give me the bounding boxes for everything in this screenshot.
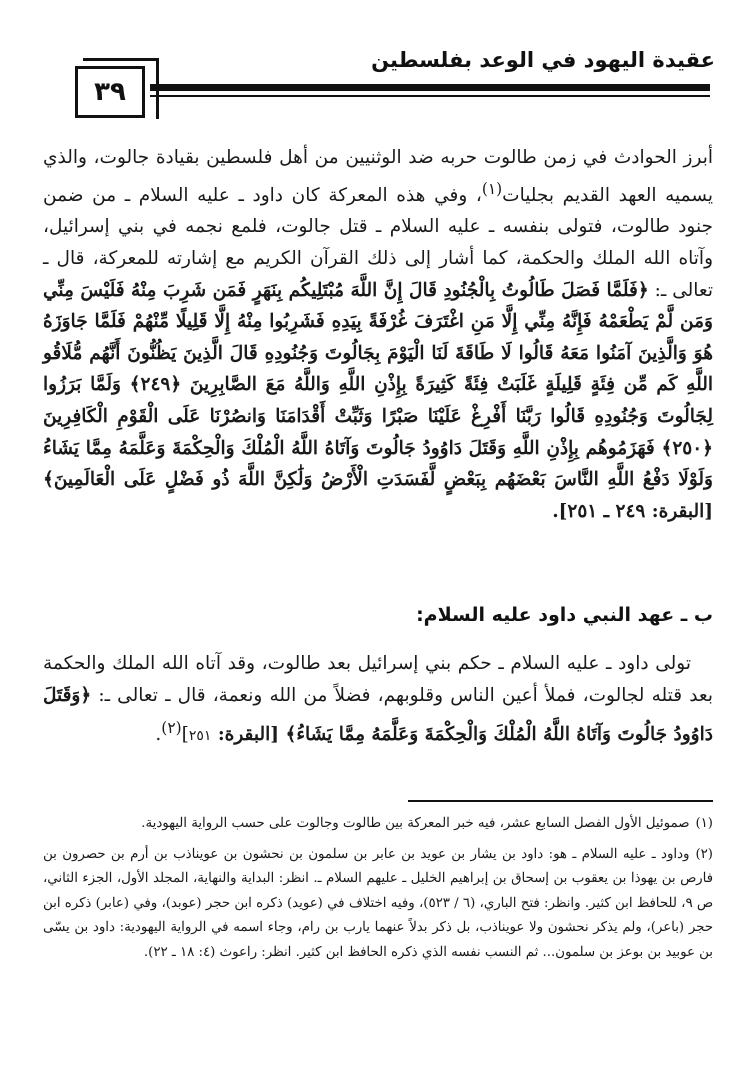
paragraph-1 (43, 142, 713, 527)
page-number: ٣٩ (94, 77, 126, 107)
verse-reference-2-suffix: ] (181, 724, 189, 746)
second-paragraph (43, 648, 713, 752)
section-heading: ب ـ عهد النبي داود عليه السلام: (416, 604, 713, 626)
page-number-box (75, 66, 145, 118)
footnote-separator (408, 800, 713, 802)
paragraph-2 (43, 648, 713, 752)
header-rule-thin (150, 95, 710, 97)
header-rule-thick (150, 84, 710, 91)
verse-reference-2-prefix: [البقرة: (211, 724, 286, 746)
page-header (0, 0, 755, 125)
verse-reference-2-number: ٢٥١ (188, 728, 212, 745)
footnote-2-text: وداود ـ عليه السلام ـ هو: داود بن يشار بن عويد بن عابر بن سلمون بن نحشون بن عويناذب بن أرم بن حصرون بن فارص بن يهوذا بن يعقوب بن إسحاق بن إبراهيم الخليل ـ عليهم السلام ـ. انظر: البداية والنهاية، المجلد الأول، الجزء الثاني، ص ٩، للحافظ ابن كثير. وانظر: فتح الباري، (٦ / ٥٢٣)، وفيه اختلاف في (عويد) ذكره ابن حجر (عوبد)، وفي (عابر) ذكره ابن حجر (باعر)، ولم يذكر نحشون ولا عويناذب، بل ذكر بدلاً عنهما يارب بن رام، وجاء اسمه في الرواية اليهودية: داود بن يسّى بن عوبيد بن بوعز بن سلمون... ثم النسب نفسه الذي ذكره الحافظ ابن كثير. انظر: راعوث (٤: ١٨ ـ ٢٢). (43, 846, 713, 960)
paragraph-2-text: تولى داود ـ عليه السلام ـ حكم بني إسرائيل بعد طالوت، وقد آتاه الله الملك والحكمة بعد قتله لجالوت، فملأ أعين الناس وقلوبهم، فضلاً من الله ونعمة، قال ـ تعالى ـ: (43, 653, 713, 706)
footnote-2 (43, 843, 713, 966)
quran-verse-2: ﴿وَقَتَلَ دَاوُودُ جَالُوتَ وَآتَاهُ اللَّهُ الْمُلْكَ وَالْحِكْمَةَ وَعَلَّمَهُ مِمَّا يَشَاءُ﴾ (43, 685, 713, 746)
running-title: عقيدة اليهود في الوعد بفلسطين (371, 48, 715, 72)
footnote-1-text: صموئيل الأول الفصل السابع عشر، فيه خبر المعركة بين طالوت وجالوت على حسب الرواية اليهودية. (141, 816, 690, 831)
footnote-ref-2: (٢) (161, 719, 182, 737)
main-paragraph (43, 142, 713, 527)
footnote-2-number: (٢) (695, 846, 713, 862)
quran-verse-1: ﴿فَلَمَّا فَصَلَ طَالُوتُ بِالْجُنُودِ قَالَ إِنَّ اللَّهَ مُبْتَلِيكُم بِنَهَرٍ فَمَن شَرِبَ مِنْهُ فَلَيْسَ مِنِّي وَمَن لَّمْ يَطْعَمْهُ فَإِنَّهُ مِنِّي إِلَّا مَنِ اغْتَرَفَ غُرْفَةً بِيَدِهِ فَشَرِبُوا مِنْهُ إِلَّا قَلِيلًا مِّنْهُمْ فَلَمَّا جَاوَزَهُ هُوَ وَالَّذِينَ آمَنُوا مَعَهُ قَالُوا لَا طَاقَةَ لَنَا الْيَوْمَ بِجَالُوتَ وَجُنُودِهِ قَالَ الَّذِينَ يَظُنُّونَ أَنَّهُم مُّلَاقُو اللَّهِ كَم مِّن فِئَةٍ قَلِيلَةٍ غَلَبَتْ فِئَةً كَثِيرَةً بِإِذْنِ اللَّهِ وَاللَّهُ مَعَ الصَّابِرِينَ ﴿٢٤٩﴾ وَلَمَّا بَرَزُوا لِجَالُوتَ وَجُنُودِهِ قَالُوا رَبَّنَا أَفْرِغْ عَلَيْنَا صَبْرًا وَثَبِّتْ أَقْدَامَنَا وَانصُرْنَا عَلَى الْقَوْمِ الْكَافِرِينَ ﴿٢٥٠﴾ فَهَزَمُوهُم بِإِذْنِ اللَّهِ وَقَتَلَ دَاوُودُ جَالُوتَ وَآتَاهُ اللَّهُ الْمُلْكَ وَالْحِكْمَةَ وَعَلَّمَهُ مِمَّا يَشَاءُ وَلَوْلَا دَفْعُ اللَّهِ النَّاسَ بَعْضَهُم بِبَعْضٍ لَّفَسَدَتِ الْأَرْضُ وَلَٰكِنَّ اللَّهَ ذُو فَضْلٍ عَلَى الْعَالَمِينَ﴾ (43, 279, 713, 491)
paragraph-2-end: . (155, 724, 162, 746)
footnote-ref-1: (١) (481, 179, 503, 198)
footnote-1-number: (١) (695, 816, 713, 831)
footnotes (43, 812, 713, 972)
verse-reference-1: [البقرة: ٢٤٩ ـ ٢٥١]. (552, 500, 713, 522)
paragraph-1-text-a: أبرز الحوادث في زمن طالوت حربه ضد الوثنيين من أهل فلسطين بقيادة جالوت، والذي يسميه العهد القديم بجليات (43, 147, 713, 206)
footnote-1 (43, 812, 713, 837)
paragraph-1-text-b: ، وفي هذه المعركة كان داود ـ عليه السلام ـ من ضمن جنود طالوت، فتولى بنفسه ـ عليه السلام ـ قتل جالوت، فلمع نجمه في بني إسرائيل، وآتاه الله الملك والحكمة، كما أشار إلى ذلك القرآن الكريم مع إشارته للمعركة، قال ـ تعالى ـ: (43, 184, 713, 301)
